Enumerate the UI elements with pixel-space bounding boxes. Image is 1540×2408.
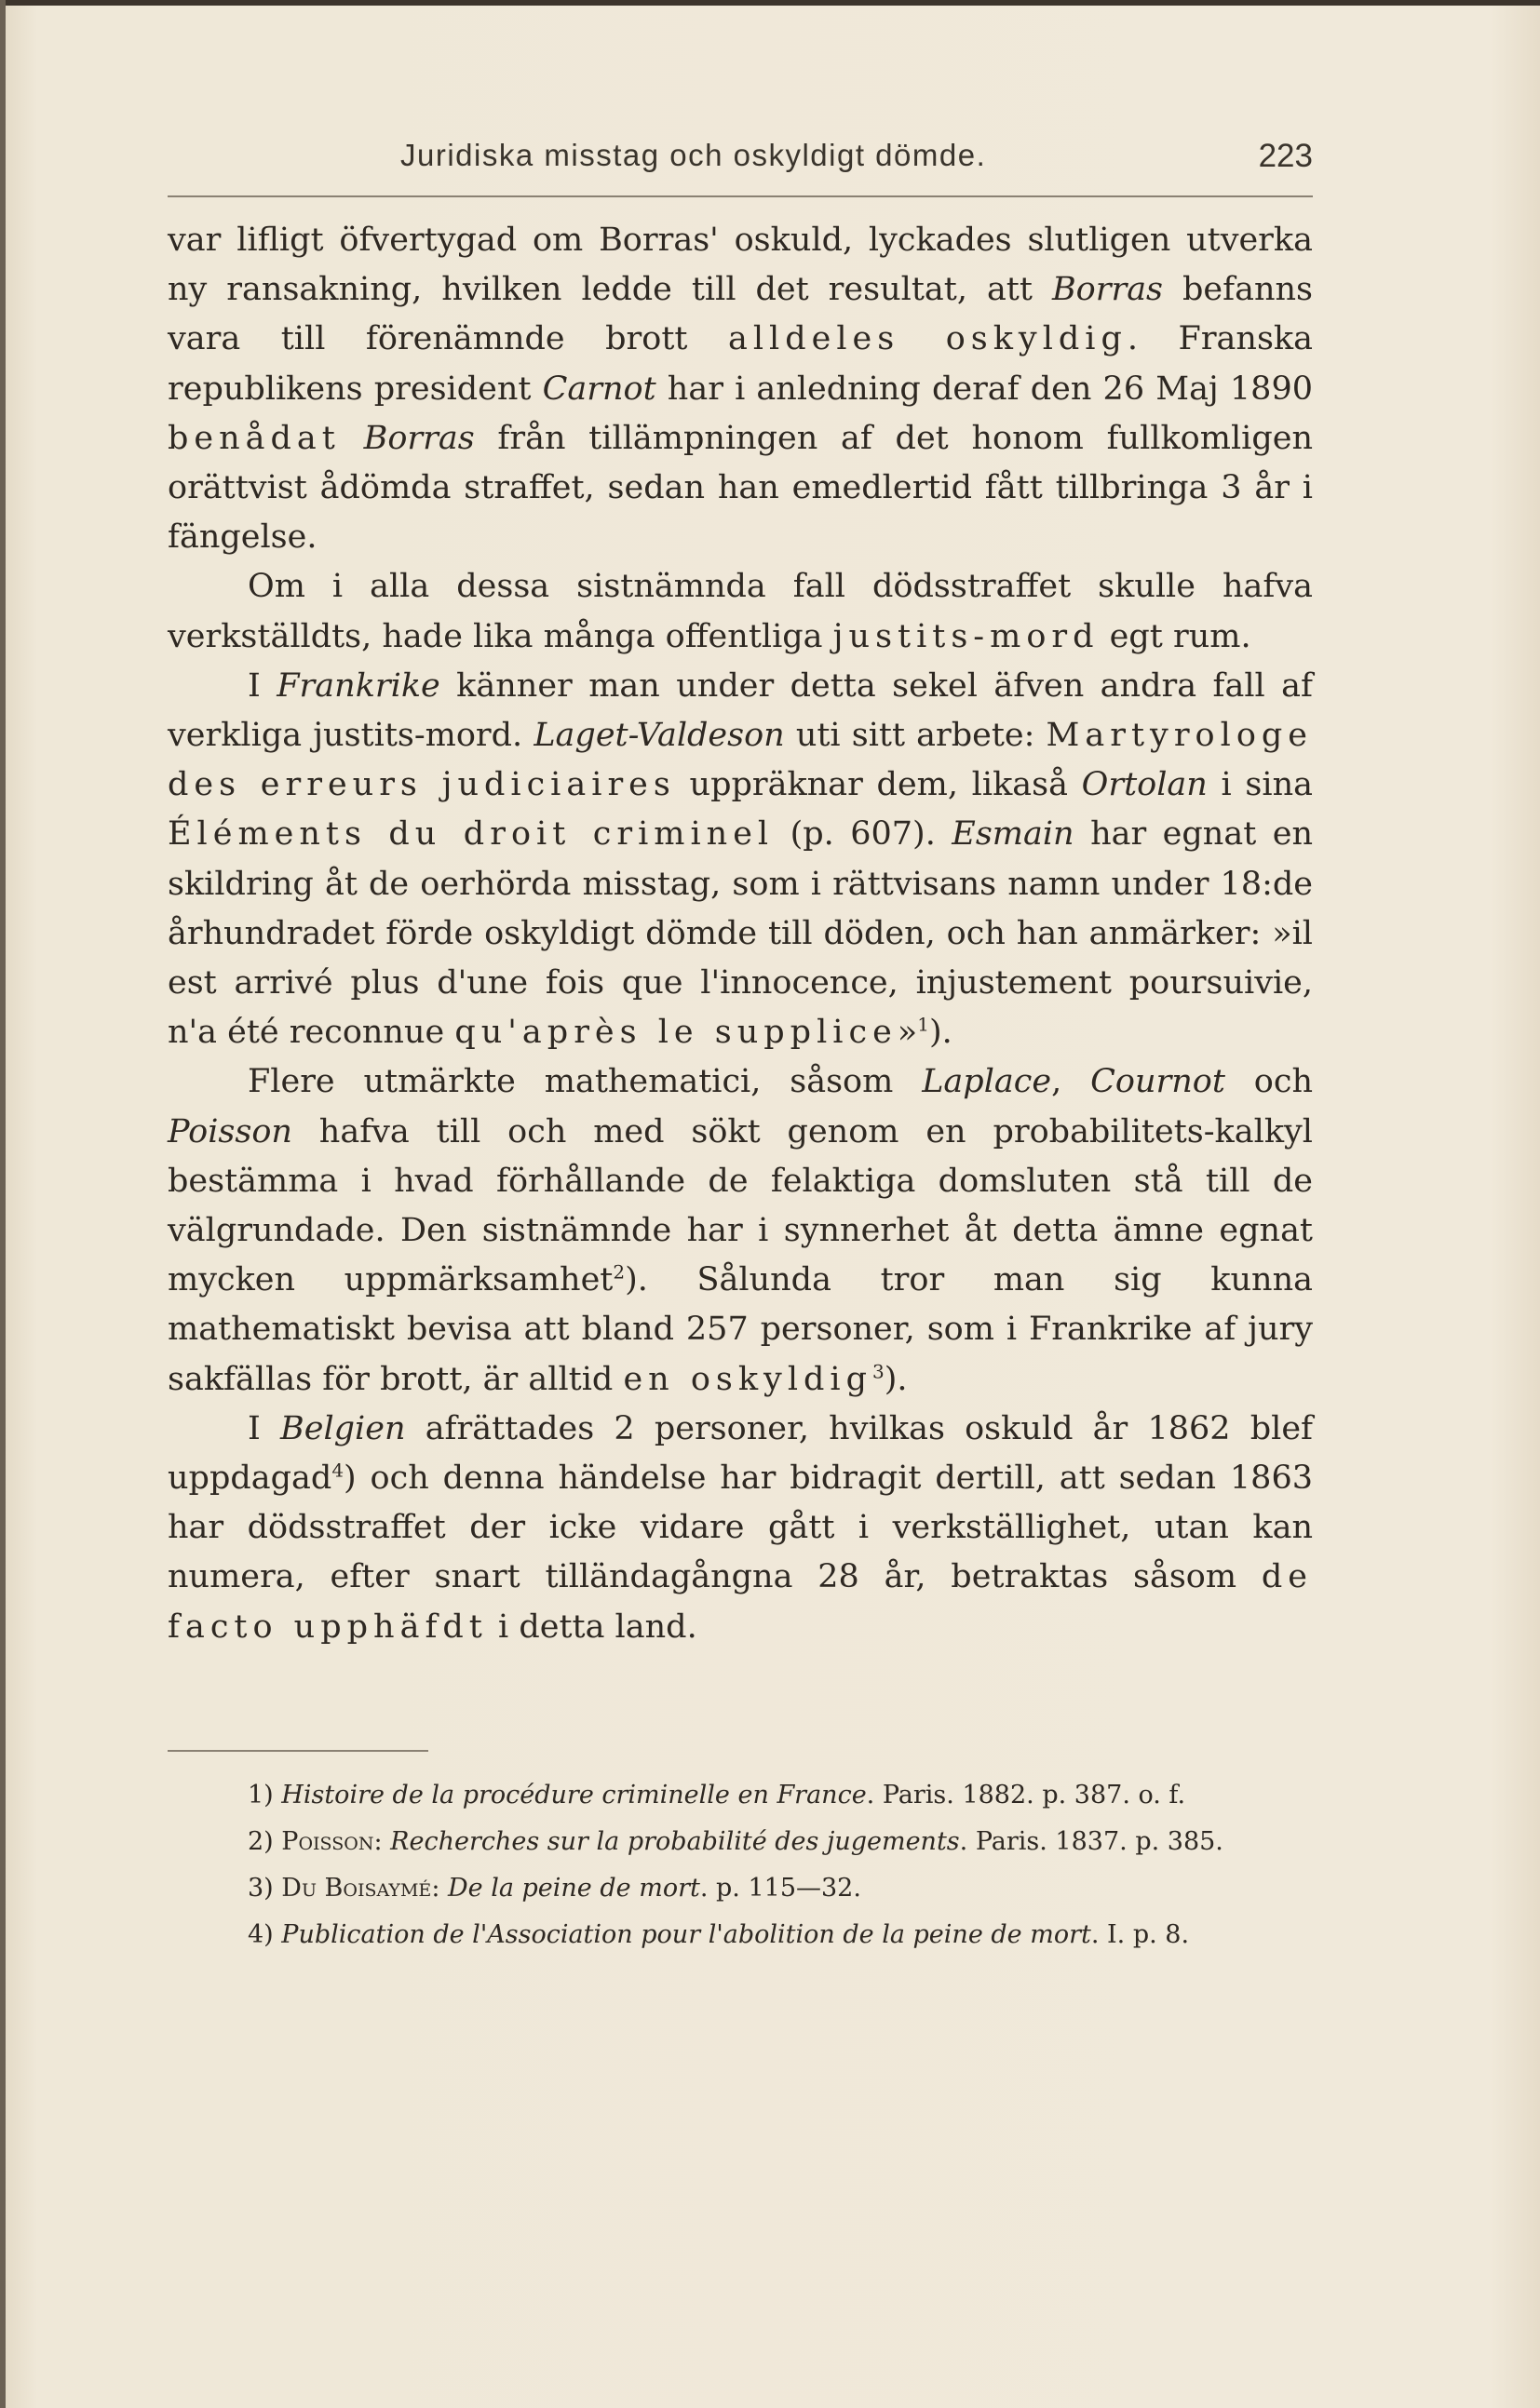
italic-run: Laget-Valdeson [534, 717, 785, 755]
body-text [168, 216, 1313, 1652]
paragraph [168, 562, 1313, 661]
letterspaced-run: benådat [168, 419, 341, 457]
letterspaced-run: qu'après le supplice [454, 1014, 898, 1052]
text-run: hafva till och med sökt genom en probabilitets-kalkyl bestämma i hvad förhållande de felaktiga domsluten stå till de välgrundade. Den sistnämnde har i synnerhet åt detta ämne egnat mycken uppmärksamhet [168, 1112, 1313, 1299]
italic-run: Ortolan [1081, 766, 1208, 804]
italic-run: Histoire de la procédure criminelle en France [281, 1781, 867, 1809]
text-run: känner man under detta sekel äfven andra fall af verkliga justits-mord. [168, 666, 1314, 755]
author-name: Du Boisaymé [281, 1874, 432, 1903]
text-run: 3) [248, 1874, 282, 1903]
italic-run: De la peine de mort [448, 1874, 700, 1903]
footnote [168, 1772, 1313, 1819]
footnote-marker: 4 [331, 1459, 344, 1482]
text-run: Om i alla dessa sistnämnda fall dödsstraffet skulle hafva verkställdts, hade lika många offentliga [168, 568, 1313, 655]
text-run: . Franska republikens president [168, 320, 1313, 408]
footnote [168, 1865, 1313, 1912]
text-run: ). [928, 1014, 952, 1052]
footnote-rule [168, 1750, 428, 1752]
text-run: . I. p. 8. [1090, 1920, 1190, 1949]
footnote [168, 1819, 1313, 1865]
text-run [341, 420, 364, 457]
text-run: : [373, 1827, 391, 1856]
paragraph [168, 216, 1313, 562]
text-run: befanns vara till förenämnde brott [168, 271, 1314, 358]
text-run: från tillämpningen af det honom fullkomligen orättvist ådömda straffet, sedan han emedlertid fått tillbringa 3 år i fängelse. [168, 419, 1313, 557]
text-run: var lifligt öfvertygad om Borras' oskuld, lyckades slutligen utverka ny ransakning, hvilken ledde till det resultat, att [168, 222, 1313, 309]
italic-run: Recherches sur la probabilité des jugements [390, 1827, 960, 1856]
italic-run: Carnot [542, 370, 656, 408]
text-run: ). Sålunda tror man sig kunna mathematiskt bevisa att bland 257 personer, som i Frankrike af jury sakfällas för brott, är alltid [168, 1261, 1313, 1398]
text-run: ) och denna händelse har bidragit dertill, att sedan 1863 har dödsstraffet der icke vidare gått i verkställighet, utan kan numera, efter snart tilländagångna 28 år, betraktas såsom [168, 1460, 1313, 1596]
text-run: (p. 607). [774, 815, 952, 854]
text-run: har i anledning deraf den 26 Maj 1890 [655, 370, 1313, 408]
text-run: uti sitt arbete: [784, 717, 1047, 755]
letterspaced-run: alldeles oskyldig [727, 320, 1128, 358]
text-run: ). [884, 1360, 908, 1398]
text-run: » [897, 1014, 918, 1052]
footnote-marker: 3 [872, 1360, 885, 1383]
letterspaced-run: justits-mord [832, 617, 1100, 655]
page-top-edge [0, 0, 1540, 6]
italic-run: Publication de l'Association pour l'abolition de la peine de mort [281, 1920, 1091, 1949]
text-run: Flere utmärkte mathematici, såsom [248, 1063, 923, 1101]
text-run: I [248, 666, 277, 705]
italic-run: Cournot [1090, 1063, 1225, 1101]
text-run: . p. 115—32. [699, 1874, 861, 1903]
author-name: Poisson [281, 1827, 374, 1856]
text-run: . Paris. 1882. p. 387. o. f. [866, 1781, 1186, 1809]
text-run: har egnat en skildring åt de oerhörda misstag, som i rättvisans namn under 18:de århundradet förde oskyldigt dömde till döden, och han anmärker: »il est arrivé plus d'une fois que l'innocence, injustement poursuivie, n'a été reconnue [168, 815, 1313, 1052]
paragraph [168, 1057, 1313, 1404]
letterspaced-run: de facto upphäfdt [168, 1558, 1313, 1646]
header-rule [168, 195, 1313, 197]
text-run: i sina [1207, 766, 1313, 804]
italic-run: Laplace [922, 1063, 1052, 1101]
italic-run: Belgien [280, 1409, 406, 1447]
text-run: I [248, 1409, 281, 1447]
page-left-edge [0, 0, 6, 2408]
running-head: Juridiska misstag och oskyldigt dömde. [400, 138, 987, 172]
paragraph [168, 1405, 1313, 1652]
italic-run: Esmain [952, 815, 1074, 854]
letterspaced-run: Éléments du droit criminel [168, 815, 775, 854]
footnote-marker: 1 [917, 1013, 929, 1036]
text-run: uppräknar dem, likaså [675, 766, 1082, 804]
footnotes [168, 1772, 1313, 1958]
text-run: i detta land. [487, 1608, 697, 1646]
italic-run: Poisson [168, 1112, 292, 1150]
text-run: : [431, 1874, 448, 1903]
text-run: 1) [248, 1781, 282, 1809]
footnote-marker: 2 [613, 1260, 626, 1284]
italic-run: Borras [1051, 271, 1164, 309]
paragraph [168, 662, 1313, 1058]
text-run: , [1051, 1063, 1091, 1101]
italic-run: Frankrike [277, 666, 440, 705]
text-run: egt rum. [1099, 617, 1251, 655]
page-header [400, 138, 1313, 194]
footnote [168, 1912, 1313, 1958]
text-run: 2) [248, 1827, 282, 1856]
text-run: . Paris. 1837. p. 385. [959, 1827, 1223, 1856]
page-number: 223 [1258, 138, 1313, 174]
letterspaced-run: en oskyldig [623, 1360, 873, 1398]
text-run: afrättades 2 personer, hvilkas oskuld år 1862 blef uppdagad [168, 1409, 1313, 1498]
text-run: och [1224, 1063, 1313, 1101]
letterspaced-run: Martyrologe des erreurs judiciaires [168, 717, 1314, 804]
italic-run: Borras [363, 419, 475, 457]
text-run: 4) [248, 1920, 282, 1949]
